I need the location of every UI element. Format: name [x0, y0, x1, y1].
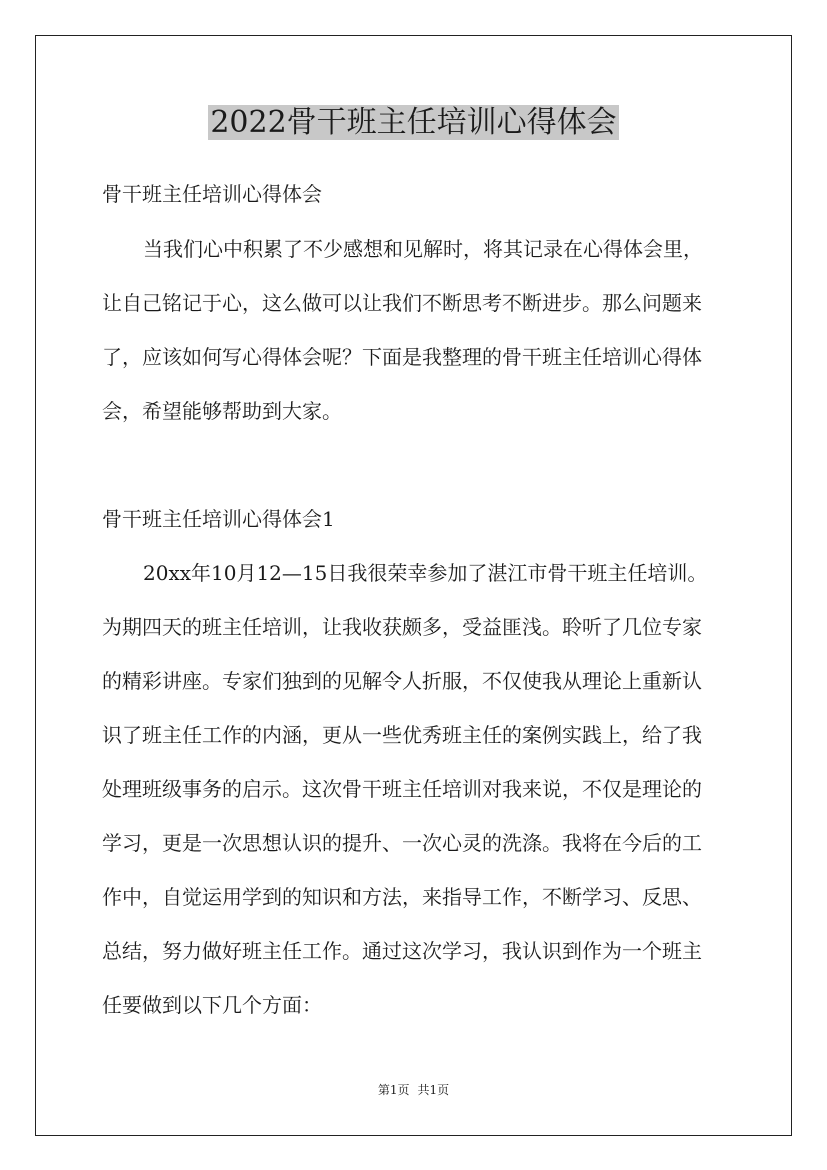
page-number: 第1页 [377, 1083, 410, 1097]
body-line-5: 处理班级事务的启示。这次骨干班主任培训对我来说，不仅是理论的 [102, 777, 702, 801]
body-line-9: 任要做到以下几个方面： [102, 993, 322, 1017]
page-footer [0, 1082, 827, 1098]
body-line-8: 总结，努力做好班主任工作。通过这次学习，我认识到作为一个班主 [102, 939, 702, 963]
intro-line-1: 当我们心中积累了不少感想和见解时，将其记录在心得体会里， [143, 237, 703, 261]
document-title [0, 103, 827, 143]
intro-line-3: 了，应该如何写心得体会呢？下面是我整理的骨干班主任培训心得体 [102, 345, 702, 369]
body-line-2: 为期四天的班主任培训，让我收获颇多，受益匪浅。聆听了几位专家 [102, 615, 702, 639]
intro-line-2: 让自己铭记于心，这么做可以让我们不断思考不断进步。那么问题来 [102, 291, 702, 315]
body-line-3: 的精彩讲座。专家们独到的见解令人折服，不仅使我从理论上重新认 [102, 669, 702, 693]
page-total: 共1页 [417, 1083, 450, 1097]
body-line-4: 识了班主任工作的内涵，更从一些优秀班主任的案例实践上，给了我 [102, 723, 702, 747]
document-title-text: 2022骨干班主任培训心得体会 [210, 105, 617, 140]
body-line-6: 学习，更是一次思想认识的提升、一次心灵的洗涤。我将在今后的工 [102, 831, 702, 855]
body-line-7: 作中，自觉运用学到的知识和方法，来指导工作，不断学习、反思、 [102, 885, 702, 909]
intro-line-4: 会，希望能够帮助到大家。 [102, 399, 342, 423]
section-heading: 骨干班主任培训心得体会1 [102, 507, 335, 531]
body-line-1: 20xx年10月12—15日我很荣幸参加了湛江市骨干班主任培训。 [143, 561, 708, 585]
subtitle: 骨干班主任培训心得体会 [102, 182, 322, 206]
